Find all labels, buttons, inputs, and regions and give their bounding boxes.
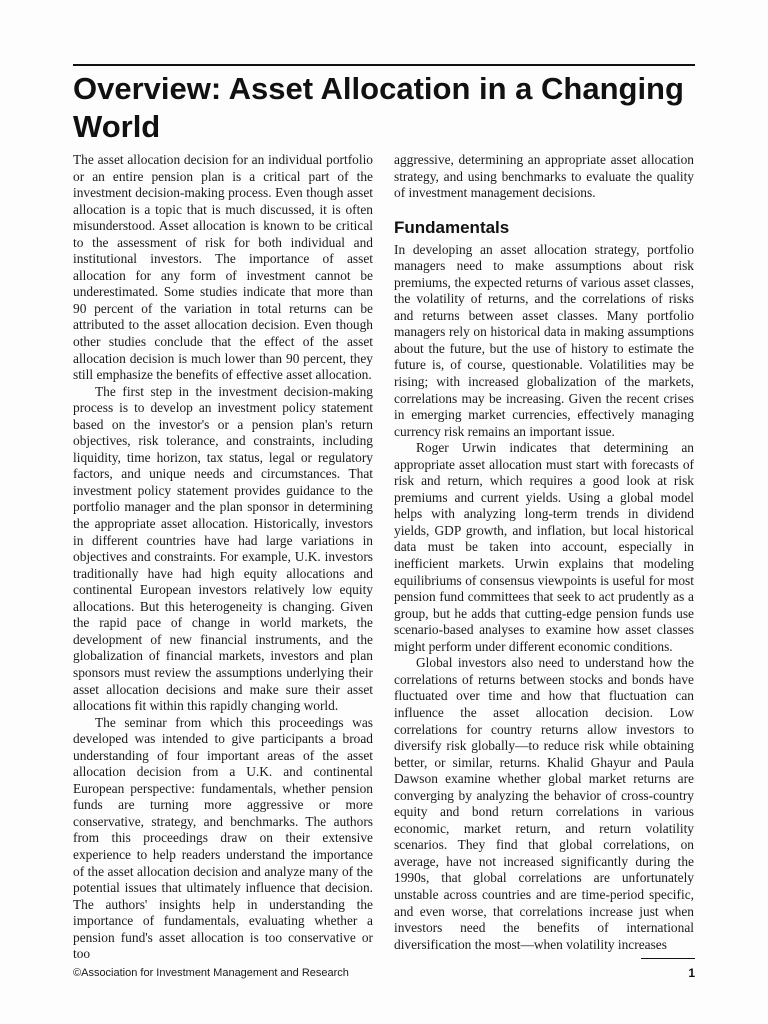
left-column [73, 152, 373, 963]
page-title: Overview: Asset Allocation in a Changing World [73, 71, 684, 144]
footer-rule [641, 958, 695, 959]
paragraph: The seminar from which this proceedings was developed was intended to give participants a broad understanding of four important areas of the asset allocation decision from a U.K. and continental European perspective: fundamentals, whether pension funds are turning more aggressive or more conservative, strategy, and benchmarks. The authors from this proceedings draw on their extensive experience to help readers understand the importance of the asset allocation decision and analyze many of the potential issues that ultimately influence that decision. The authors' insights help in understanding the importance of fundamentals, evaluating whether a pension fund's asset allocation is too conservative or too [73, 714, 373, 962]
section-heading-fundamentals: Fundamentals [394, 217, 510, 237]
paragraph: The first step in the investment decision-making process is to develop an investment policy statement based on the investor's or a pension plan's return objectives, risk tolerance, and constraints, including liquidity, time horizon, tax status, legal or regulatory factors, and unique needs and circumstances. That investment policy statement provides guidance to the portfolio manager and the plan sponsor in determining the appropriate asset allocation. Historically, investors in different countries have had large variations in objectives and constraints. For example, U.K. investors traditionally have had high equity allocations and continental European investors relatively low equity allocations. But this heterogeneity is changing. Given the rapid pace of change in world markets, the development of new financial instruments, and the globalization of financial markets, investors and plan sponsors must review the assumptions underlying their asset allocation decisions and make sure their asset allocations fit within this rapidly changing world. [73, 383, 373, 714]
paragraph: The asset allocation decision for an individual portfolio or an entire pension plan is a critical part of the investment decision-making process. Even though asset allocation is a topic that is much discussed, it is often misunderstood. Asset allocation is known to be critical to the assessment of risk for both individual and institutional investors. The importance of asset allocation for any form of investment cannot be underestimated. Some studies indicate that more than 90 percent of the variation in total returns can be attributed to the asset allocation decision. Even though other studies conclude that the effect of the asset allocation decision is much lower than 90 percent, they still emphasize the benefits of effective asset allocation. [73, 152, 373, 383]
paragraph: Global investors also need to understand how the correlations of returns between stocks and bonds have fluctuated over time and how that fluctuation can influence the asset allocation decision. Low correlations for country returns allow investors to diversify risk globally—to reduce risk while obtaining better, or similar, returns. Khalid Ghayur and Paula Dawson examine whether global market returns are converging by analyzing the behavior of cross-country equity and bond return correlations in various economic, market return, and return volatility scenarios. They find that global correlations, on average, have not increased significantly during the 1990s, that global correlations are unfortunately unstable across countries and are time-period specific, and even worse, that correlations increase just when investors need the benefits of international diversification the most—when volatility increases [394, 655, 694, 952]
page-number: 1 [688, 966, 695, 980]
paragraph: In developing an asset allocation strategy, portfolio managers need to make assumptions about risk premiums, the expected returns of various asset classes, the volatility of returns, and the correlations of risks and returns between asset classes. Many portfolio managers rely on historical data in making assumptions about the future, but the use of history to estimate the future is, of course, questionable. Volatilities may be rising; with increased globalization of the markets, correlations may be increasing. Given the recent crises in emerging market currencies, effectively managing currency risk remains an important issue. [394, 241, 694, 439]
right-column [394, 152, 694, 953]
paragraph-continuation: aggressive, determining an appropriate asset allocation strategy, and using benchmarks to evaluate the quality of investment management decisions. [394, 152, 694, 201]
paragraph: Roger Urwin indicates that determining an appropriate asset allocation must start with forecasts of risk and return, which requires a good look at risk premiums and current yields. Using a global model helps with analyzing long-term trends in dividend yields, GDP growth, and inflation, but local historical data must be taken into account, especially in inefficient markets. Urwin explains that modeling equilibriums of consensus viewpoints is useful for most pension fund committees that seek to act prudently as a group, but he adds that cutting-edge pension funds use scenario-based analyses to examine how asset classes might perform under different economic conditions. [394, 440, 694, 654]
footer-copyright: ©Association for Investment Management and Research [73, 967, 349, 979]
top-rule [73, 64, 695, 66]
